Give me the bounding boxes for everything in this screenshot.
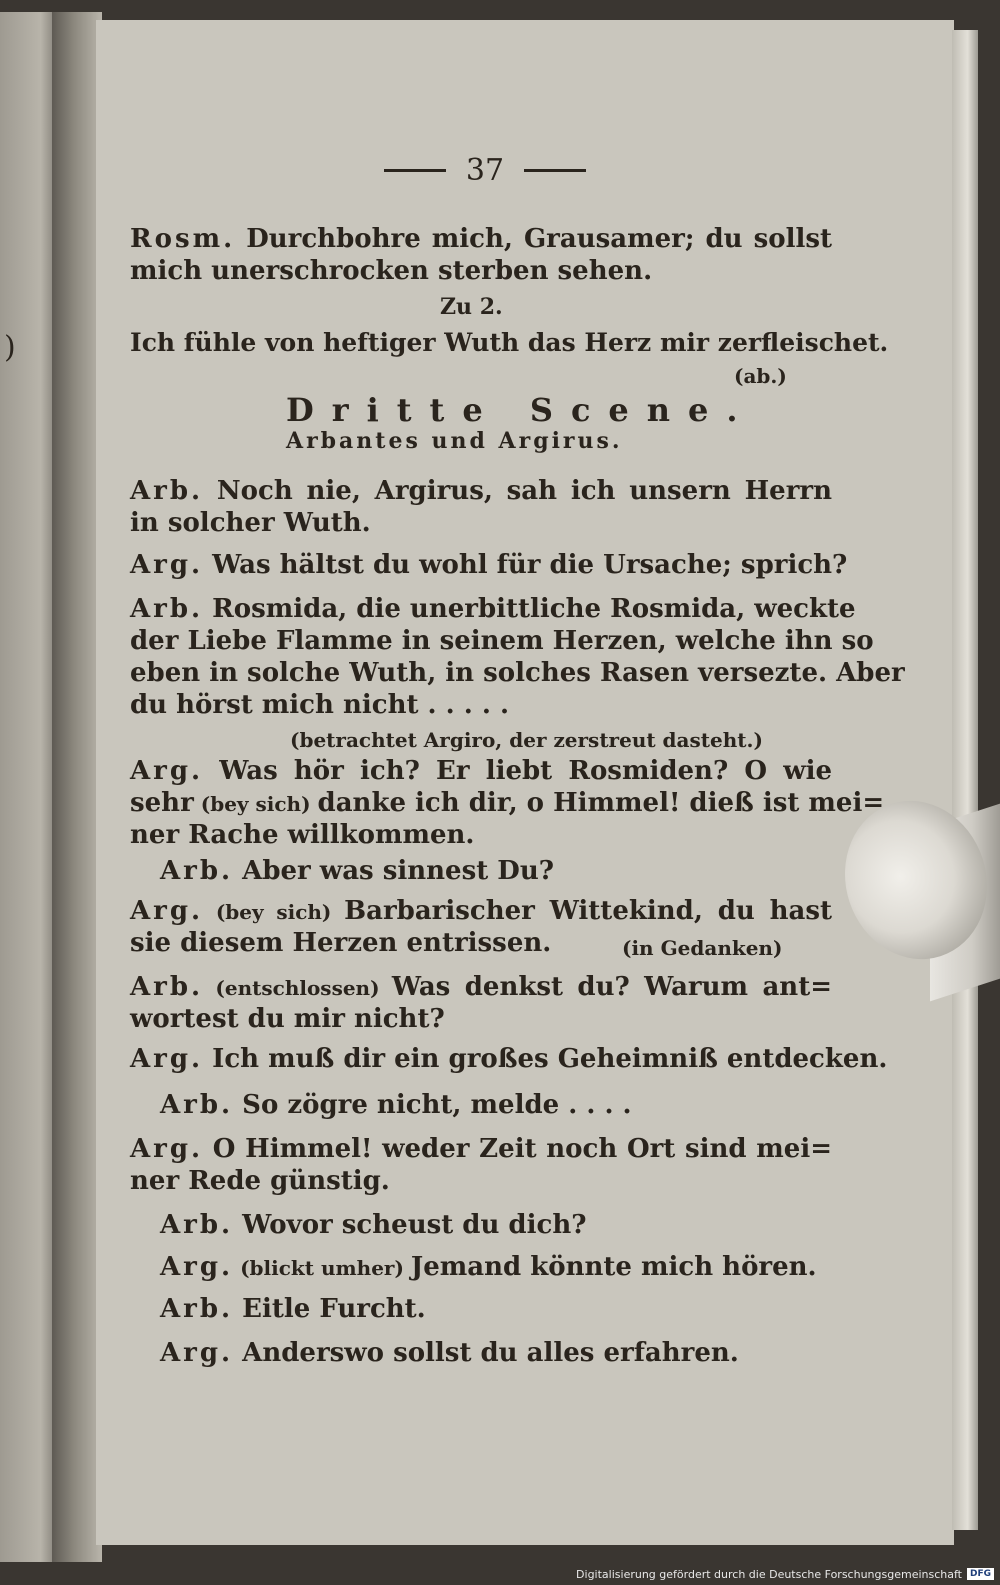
speaker-label: Arb. [160, 1294, 234, 1324]
line-text: Eitle Furcht. [233, 1294, 426, 1324]
line-text: Wovor scheust du dich? [233, 1210, 587, 1240]
text-line [130, 692, 509, 718]
text-line [160, 858, 554, 884]
page-edge [952, 30, 978, 1530]
text-line [130, 758, 832, 784]
page-header [360, 150, 610, 190]
speaker-label: Arb. [160, 1090, 234, 1120]
speaker-label: Arb. [130, 972, 204, 1002]
credit-text: Digitalisierung gefördert durch die Deutsche Forschungsgemeinschaft [576, 1567, 962, 1581]
text-line [130, 258, 652, 284]
speaker-label: Arb. [130, 594, 204, 624]
line-text: Arbantes und Argirus. [286, 428, 623, 454]
speaker-label: Arg. [130, 1044, 204, 1074]
line-text: mich unerschrocken sterben sehen. [130, 256, 653, 286]
dfg-logo-icon: DFG [967, 1568, 994, 1580]
speaker-label: Arg. [130, 896, 204, 926]
line-text: ner Rede günstig. [130, 1166, 390, 1196]
text-line [130, 550, 848, 580]
left-page-fragment: ) [4, 330, 16, 365]
speaker-label: Arg. [130, 1134, 204, 1164]
stage-direction-inline: (bey sich) [203, 900, 345, 924]
digitization-credit [576, 1565, 994, 1583]
line-text: Zu 2. [440, 294, 503, 320]
speaker-label: Arb. [130, 476, 204, 506]
line-text: ner Rache willkommen. [130, 820, 475, 850]
line-text: Jemand könnte mich hören. [410, 1252, 817, 1282]
stage-direction-inline: (blickt umher) [233, 1256, 411, 1280]
line-text: O Himmel! weder Zeit noch Ort sind mei= [203, 1134, 832, 1164]
text-line [130, 788, 885, 818]
stage-direction-inline: (entschlossen) [203, 976, 392, 1000]
text-line [160, 1092, 632, 1118]
text-line [160, 1212, 586, 1238]
line-text: (ab.) [734, 364, 787, 388]
line-text: Barbarischer Wittekind, du hast [344, 896, 832, 926]
text-line [130, 226, 832, 252]
line-text: sie diesem Herzen entrissen. [130, 928, 552, 958]
speaker-label: Arb. [160, 856, 234, 886]
line-text: Dritte Scene. [286, 391, 756, 429]
line-text: danke ich dir, o Himmel! dieß ist mei= [317, 788, 885, 818]
text-line [130, 626, 874, 656]
text-line [130, 1006, 445, 1032]
stage-direction [734, 362, 787, 388]
line-text: Durchbohre mich, Grausamer; du sollst [235, 224, 832, 254]
line-text: sehr [130, 788, 194, 818]
scene-persons [286, 430, 623, 452]
text-line [130, 930, 551, 956]
line-text: der Liebe Flamme in seinem Herzen, welche ihn so [130, 626, 874, 656]
line-text: Rosmida, die unerbittliche Rosmida, weckte [203, 594, 856, 624]
text-line [130, 478, 832, 504]
line-text: (betrachtet Argiro, der zerstreut dasteht.) [290, 728, 763, 752]
line-text: So zögre nicht, melde . . . . [233, 1090, 632, 1120]
line-text: eben in solche Wuth, in solches Rasen versezte. Aber [130, 658, 905, 688]
line-text: Was hältst du wohl für die Ursache; sprich? [203, 550, 848, 580]
text-line [130, 510, 371, 536]
line-text: Noch nie, Argirus, sah ich unsern Herrn [203, 476, 832, 506]
line-text: Aber was sinnest Du? [233, 856, 554, 886]
page-number: 37 [465, 152, 505, 188]
speaker-label: Arg. [130, 756, 204, 786]
text-line [130, 822, 474, 848]
speaker-label: Arg. [160, 1338, 234, 1368]
text-line [130, 898, 832, 924]
speaker-label: Rosm. [130, 224, 236, 254]
stage-direction-inline: (bey sich) [193, 792, 318, 816]
line-text: du hörst mich nicht . . . . . [130, 690, 509, 720]
line-text: Ich muß dir ein großes Geheimniß entdecken. [203, 1044, 888, 1074]
text-line [160, 1340, 739, 1366]
scene-title [286, 391, 756, 429]
speaker-label: Arg. [160, 1252, 234, 1282]
stage-direction [622, 934, 782, 960]
book-gutter [52, 12, 102, 1562]
text-line [130, 1044, 888, 1074]
line-text: in solcher Wuth. [130, 508, 371, 538]
speaker-label: Arb. [160, 1210, 234, 1240]
line-text: Was hör ich? Er liebt Rosmiden? O wie [203, 756, 832, 786]
left-page [0, 12, 58, 1562]
text-line [130, 974, 832, 1000]
text-line [130, 658, 905, 688]
text-line [160, 1254, 817, 1280]
text-line [160, 1296, 426, 1322]
line-text: (in Gedanken) [622, 936, 783, 960]
line-text: wortest du mir nicht? [130, 1004, 445, 1034]
header-dash-left [384, 169, 446, 172]
line-text: Anderswo sollst du alles erfahren. [233, 1338, 739, 1368]
line-text: Ich fühle von heftiger Wuth das Herz mir zerfleischet. [130, 328, 889, 357]
line-text: Was denkst du? Warum ant= [391, 972, 832, 1002]
header-dash-right [524, 169, 586, 172]
stage-direction [290, 726, 763, 752]
text-line [440, 296, 503, 318]
text-line [130, 1168, 390, 1194]
text-line [130, 1136, 832, 1162]
text-line [130, 330, 888, 355]
text-line [130, 594, 856, 624]
speaker-label: Arg. [130, 550, 204, 580]
